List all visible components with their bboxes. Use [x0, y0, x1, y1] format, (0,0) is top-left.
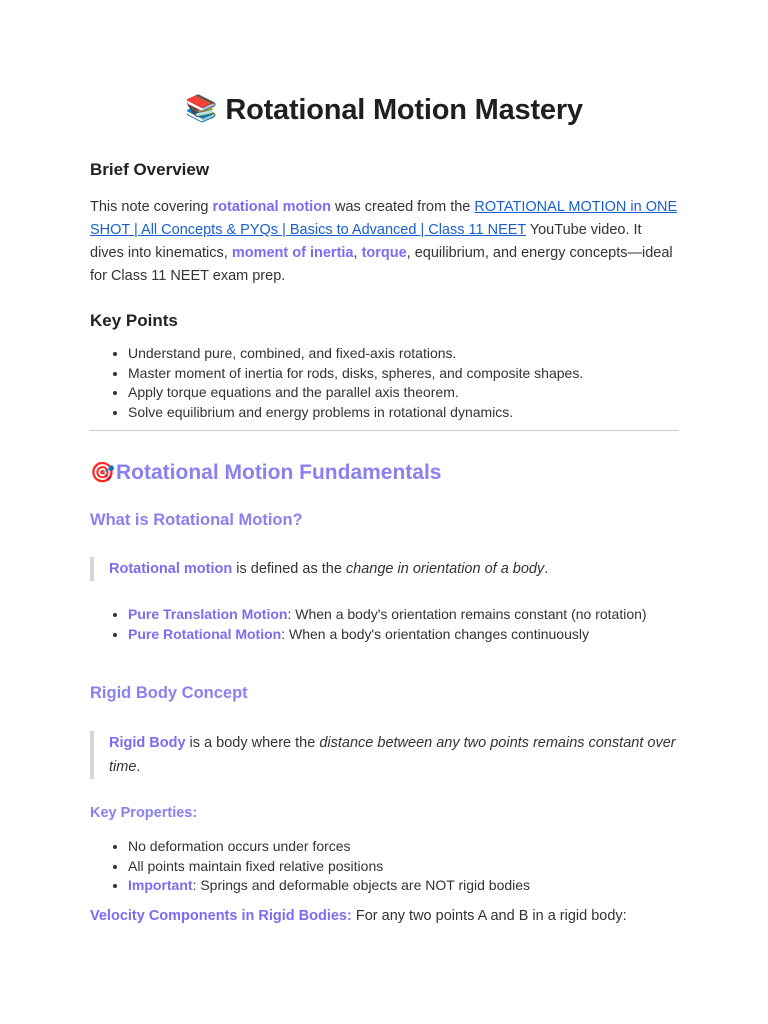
- list-item-text: All points maintain fixed relative positions: [128, 857, 384, 874]
- overview-text: This note covering: [90, 199, 213, 215]
- list-item-label: Pure Rotational Motion: [128, 625, 282, 642]
- list-item: [128, 876, 688, 896]
- quote-text: .: [136, 759, 141, 775]
- page-title-text: Rotational Motion Mastery: [225, 94, 583, 126]
- velocity-components-line: [90, 908, 627, 924]
- overview-text: , equilibrium, and energy concepts—ideal for Class 11 NEET exam prep.: [90, 245, 673, 284]
- list-item: • Solve equilibrium and energy problems in rotational dynamics.: [128, 403, 688, 423]
- velocity-components-label: Velocity Components in Rigid Bodies:: [90, 908, 352, 924]
- list-item: [128, 857, 688, 877]
- list-item-text: : When a body's orientation changes continuously: [281, 625, 589, 642]
- key-points-list: [108, 344, 688, 422]
- motion-types-list: [108, 605, 688, 644]
- list-item: [128, 837, 688, 857]
- books-icon: 📚: [185, 93, 218, 123]
- key-points-heading: Key Points: [90, 311, 178, 330]
- list-item-text: : When a body's orientation remains constant (no rotation): [287, 606, 647, 622]
- highlight-torque: torque: [361, 245, 407, 261]
- quote-text: .: [544, 561, 549, 577]
- section-title-text: Rotational Motion Fundamentals: [116, 461, 442, 484]
- overview-paragraph: [90, 196, 678, 288]
- key-properties-list: [108, 837, 688, 896]
- highlight-moment-of-inertia: moment of inertia: [231, 245, 354, 261]
- overview-text: YouTube video. It dives into kinematics,: [90, 222, 642, 261]
- overview-heading: Brief Overview: [90, 160, 210, 179]
- quote-text: is a body where the: [185, 735, 320, 751]
- quote-text: is defined as the: [232, 561, 346, 577]
- list-item-text: No deformation occurs under forces: [128, 838, 351, 854]
- rigid-body-heading: Rigid Body Concept: [90, 684, 248, 702]
- highlight-rigid-body: Rigid Body: [109, 735, 186, 751]
- overview-text: ,: [353, 245, 362, 261]
- list-item: • Apply torque equations and the parallel axis theorem.: [128, 383, 688, 403]
- section-title: [90, 460, 442, 485]
- list-item: • Understand pure, combined, and fixed-axis rotations.: [128, 344, 688, 364]
- list-item-text: : Springs and deformable objects are NOT rigid bodies: [192, 877, 531, 893]
- rigid-body-quote: [90, 731, 678, 779]
- quote-emphasis: distance between any two points remains constant over time: [109, 735, 676, 775]
- overview-text: was created from the: [330, 199, 475, 215]
- velocity-components-text: For any two points A and B in a rigid body:: [351, 908, 627, 924]
- list-item-label: Pure Translation Motion: [128, 606, 288, 622]
- highlight-rotational-motion: Rotational motion: [109, 561, 233, 577]
- list-item: [128, 625, 688, 645]
- list-item: [128, 605, 688, 625]
- highlight-rotational-motion: rotational motion: [212, 199, 331, 215]
- youtube-video-link[interactable]: ROTATIONAL MOTION in ONE SHOT | All Concepts & PYQs | Basics to Advanced | Class 11 NEET: [90, 199, 678, 238]
- page-title: [0, 93, 768, 127]
- what-is-heading: What is Rotational Motion?: [90, 511, 303, 529]
- definition-quote: [90, 557, 678, 581]
- target-icon: 🎯: [90, 462, 115, 484]
- divider: [90, 430, 678, 431]
- list-item-label: Important: [128, 877, 193, 893]
- key-properties-heading: Key Properties:: [90, 805, 198, 821]
- quote-emphasis: change in orientation of a body: [345, 561, 545, 577]
- list-item: • Master moment of inertia for rods, disks, spheres, and composite shapes.: [128, 364, 688, 384]
